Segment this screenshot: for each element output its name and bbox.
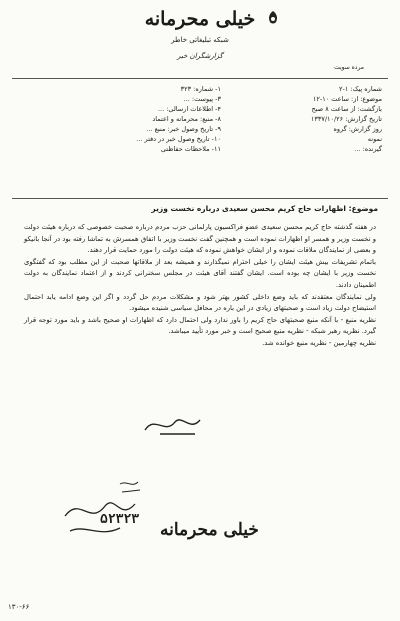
body-paragraph: نظریه چهارمین - نظریه منبع خوانده شد. [262,338,376,347]
meta-row: شماره پیک: ۱-۲ [339,85,382,93]
corner-label: مرده سویت [334,64,364,71]
body-paragraph: باتمام تشریفات بیش هیئت ایشان را خیلی احترام نمیگذارند و همیشه بعد از ملاقاتها صحبت از این مطلب بود که گفتگوی نخست وزیر با ایشان چه بوده است. ایشان گفتند آقای هیئت در مجلس سخنرانی کردند و از اعتماد نمایندگان به دولت اطمینان دادند. [24,257,376,289]
report-body [24,222,376,350]
meta-row: ۱- شماره: ۳۲۳ [180,85,221,93]
handwritten-note-icon [60,476,150,546]
meta-row: بازگشت: از ساعت ۸ صبح [311,105,382,113]
meta-row: ۴- اطلاعات ارسالی: ... [157,105,221,113]
meta-row: ۳- پیوست: ... [183,95,221,103]
meta-row: ۱۰- تاریخ وصول خبر در دفتر ... [136,135,221,143]
document-title: خیلی محرمانه [144,8,256,30]
body-paragraph: ولی نمایندگان معتقدند که باید وضع داخلی کشور بهتر شود و مشکلات مردم حل گردد و اگر این وضع ادامه یابد احتمال استیضاح دولت زیاد است و صحبتهای زیادی در این باره در محافل سیاسی شنیده میشود. [24,292,376,313]
meta-divider [12,198,388,199]
page-number: ۱۳۰-۶۶ [8,603,30,611]
footer-brand: خیلی محرمانه [160,520,259,540]
header-subtitle-secondary: گزارشگران خبر [177,52,223,60]
body-paragraph: در هفته گذشته حاج کریم محسن سعیدی عضو فراکسیون پارلمانی حزب مردم درباره صحبت خصوصی که درباره هیئت دولت و نخست وزیر و همسر او اظهارات نموده است و همچنین گفت نخست وزیر با اتفاق همسرش به تماشا رفته بود در آنجا بانیکو و بعضی از نمایندگان ملاقات نموده و از ایشان خواهش نموده که هیئت دولت را مورد حمایت قرار دهند. [24,223,376,255]
meta-left-column [56,84,221,154]
meta-row: ۸- منبع: محرمانه و اعتماد [152,115,221,123]
subject-line: موضوع: اظهارات حاج کریم محسن سعیدی درباره نخست وزیر [151,204,378,213]
meta-row: تاریخ گزارش: ۱۳۳۷/۱۰/۲۶ [310,115,382,123]
header-divider [12,78,388,79]
meta-row: موضوع: از: ساعت ۱۰-۱۲ [312,95,382,103]
header-subtitle: شبکه تبلیغاتی خاطر [171,36,229,44]
meta-row: ۱۱- ملاحظات حفاظتی [160,145,221,153]
meta-row: ۹- تاریخ وصول خبر: منبع ... [146,125,221,133]
body-paragraph: نظریه منبع - با آنکه منبع صحبتهای حاج کریم را باور ندارد ولی احتمال دارد که اظهارات او صحیح باشد و باید مورد توجه قرار گیرد. نظریه رهبر شبکه - نظریه منبع صحیح است و خبر مورد تأیید میباشد. [24,315,376,336]
meta-row: روز گزارش: گروه [333,125,382,133]
signature-icon [140,410,210,440]
meta-right-column [217,84,382,154]
meta-row: نمونه [367,135,382,143]
meta-row: گیرنده: ... [354,145,382,153]
stamp-number: ۵۲۳۲۳ [100,512,140,527]
